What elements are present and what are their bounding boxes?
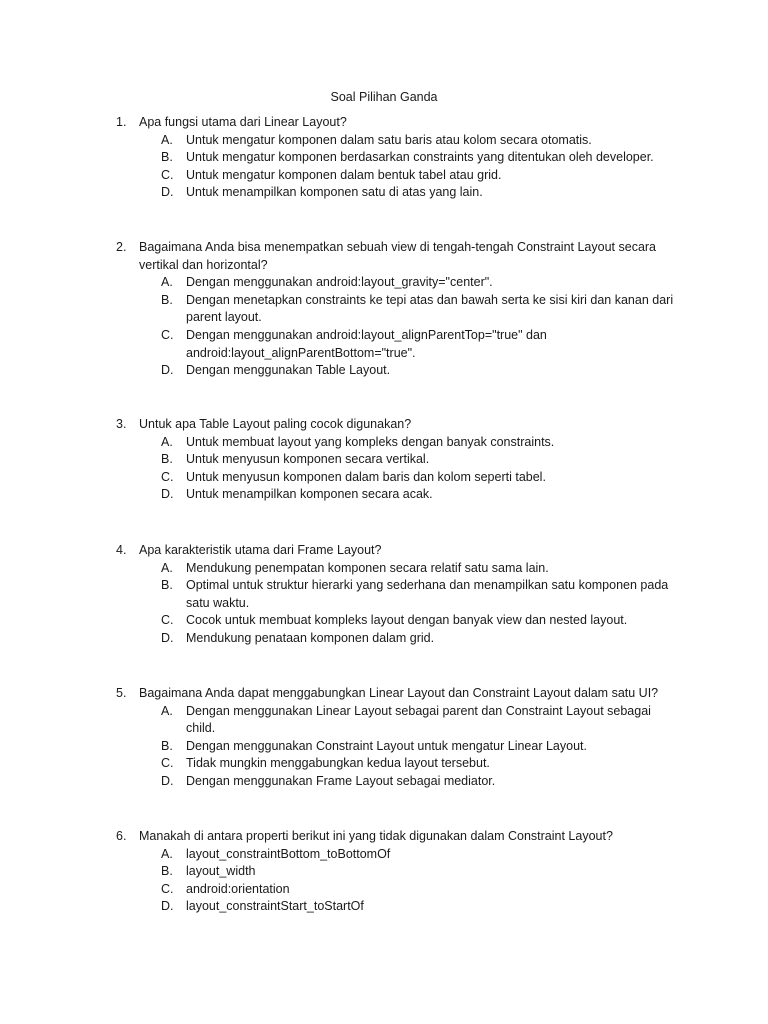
question-text	[116, 685, 676, 703]
option-letter: C.	[161, 167, 174, 182]
option-a	[116, 132, 676, 150]
option-b	[116, 738, 676, 756]
option-text: Optimal untuk struktur hierarki yang sederhana dan menampilkan satu komponen pada satu waktu.	[186, 578, 669, 610]
option-text: Dengan menggunakan android:layout_alignParentTop="true" dan android:layout_alignParentBottom="true".	[186, 327, 547, 360]
option-text: Dengan menggunakan Constraint Layout untuk mengatur Linear Layout.	[186, 738, 587, 753]
option-text: Untuk membuat layout yang kompleks dengan banyak constraints.	[186, 434, 555, 449]
option-list	[116, 560, 676, 648]
question-3	[116, 416, 676, 504]
option-letter: C.	[161, 881, 174, 896]
option-letter: C.	[161, 613, 174, 628]
question-number: 2.	[116, 240, 127, 254]
option-letter: B.	[161, 292, 173, 307]
option-letter: B.	[161, 864, 173, 879]
option-d	[116, 773, 676, 791]
option-c	[116, 612, 676, 630]
option-c	[116, 167, 676, 185]
option-text: Dengan menggunakan android:layout_gravity="center".	[186, 275, 493, 290]
question-text	[116, 239, 676, 274]
option-letter: D.	[161, 487, 174, 502]
option-list	[116, 434, 676, 504]
question-number: 5.	[116, 686, 127, 700]
option-c	[116, 327, 676, 362]
option-text: Mendukung penempatan komponen secara relatif satu sama lain.	[186, 560, 549, 575]
option-c	[116, 469, 676, 487]
option-text: Dengan menetapkan constraints ke tepi atas dan bawah serta ke sisi kiri dan kanan dari parent layout.	[186, 292, 674, 325]
option-letter: D.	[161, 773, 174, 788]
question-label: Untuk apa Table Layout paling cocok digunakan?	[139, 417, 412, 431]
option-text: Dengan menggunakan Linear Layout sebagai parent dan Constraint Layout sebagai child.	[186, 703, 651, 736]
question-text	[116, 114, 676, 132]
option-c	[116, 755, 676, 773]
option-list	[116, 274, 676, 380]
option-text: layout_constraintStart_toStartOf	[186, 899, 364, 914]
option-a	[116, 560, 676, 578]
option-text: Dengan menggunakan Frame Layout sebagai mediator.	[186, 773, 496, 788]
option-letter: A.	[161, 275, 173, 290]
option-letter: A.	[161, 703, 173, 718]
question-2	[116, 239, 676, 380]
option-letter: A.	[161, 560, 173, 575]
option-letter: C.	[161, 469, 174, 484]
option-text: layout_constraintBottom_toBottomOf	[186, 846, 391, 861]
option-a	[116, 274, 676, 292]
option-a	[116, 434, 676, 452]
question-number: 4.	[116, 543, 127, 557]
question-number: 1.	[116, 115, 127, 129]
option-letter: B.	[161, 738, 173, 753]
option-d	[116, 898, 676, 916]
option-b	[116, 451, 676, 469]
option-d	[116, 184, 676, 202]
option-text: Untuk mengatur komponen berdasarkan constraints yang ditentukan oleh developer.	[186, 150, 654, 165]
option-text: android:orientation	[186, 881, 290, 896]
option-letter: D.	[161, 363, 174, 378]
question-label: Bagaimana Anda bisa menempatkan sebuah view di tengah-tengah Constraint Layout secara vertikal dan horizontal?	[139, 240, 657, 272]
option-list	[116, 703, 676, 791]
option-text: Mendukung penataan komponen dalam grid.	[186, 630, 435, 645]
option-text: Tidak mungkin menggabungkan kedua layout tersebut.	[186, 756, 490, 771]
option-letter: D.	[161, 185, 174, 200]
option-text: Untuk mengatur komponen dalam satu baris atau kolom secara otomatis.	[186, 132, 592, 147]
question-label: Bagaimana Anda dapat menggabungkan Linear Layout dan Constraint Layout dalam satu UI?	[139, 686, 659, 700]
option-b	[116, 292, 676, 327]
option-letter: A.	[161, 132, 173, 147]
option-text: Untuk menampilkan komponen satu di atas yang lain.	[186, 185, 483, 200]
option-letter: D.	[161, 899, 174, 914]
question-text	[116, 542, 676, 560]
option-letter: B.	[161, 150, 173, 165]
option-d	[116, 362, 676, 380]
option-letter: C.	[161, 756, 174, 771]
question-number: 6.	[116, 829, 127, 843]
option-text: Untuk menyusun komponen secara vertikal.	[186, 452, 430, 467]
option-text: Untuk menyusun komponen dalam baris dan kolom seperti tabel.	[186, 469, 546, 484]
question-label: Apa karakteristik utama dari Frame Layout?	[139, 543, 382, 557]
question-4	[116, 542, 676, 648]
option-letter: A.	[161, 434, 173, 449]
option-b	[116, 149, 676, 167]
option-letter: B.	[161, 578, 173, 593]
question-6	[116, 828, 676, 916]
option-letter: B.	[161, 452, 173, 467]
question-label: Manakah di antara properti berikut ini yang tidak digunakan dalam Constraint Layout?	[139, 829, 613, 843]
option-text: Dengan menggunakan Table Layout.	[186, 363, 391, 378]
page-title: Soal Pilihan Ganda	[330, 90, 438, 104]
question-text	[116, 416, 676, 434]
option-b	[116, 577, 676, 612]
option-a	[116, 703, 676, 738]
option-d	[116, 486, 676, 504]
option-list	[116, 846, 676, 916]
question-5	[116, 685, 676, 791]
option-letter: D.	[161, 630, 174, 645]
option-letter: A.	[161, 846, 173, 861]
question-number: 3.	[116, 417, 127, 431]
question-1	[116, 114, 676, 202]
question-label: Apa fungsi utama dari Linear Layout?	[139, 115, 347, 129]
option-b	[116, 863, 676, 881]
option-text: Cocok untuk membuat kompleks layout dengan banyak view dan nested layout.	[186, 613, 628, 628]
option-text: Untuk mengatur komponen dalam bentuk tabel atau grid.	[186, 167, 502, 182]
option-text: layout_width	[186, 864, 256, 879]
option-list	[116, 132, 676, 202]
option-a	[116, 846, 676, 864]
question-text	[116, 828, 676, 846]
option-c	[116, 881, 676, 899]
option-text: Untuk menampilkan komponen secara acak.	[186, 487, 433, 502]
option-letter: C.	[161, 327, 174, 342]
option-d	[116, 630, 676, 648]
